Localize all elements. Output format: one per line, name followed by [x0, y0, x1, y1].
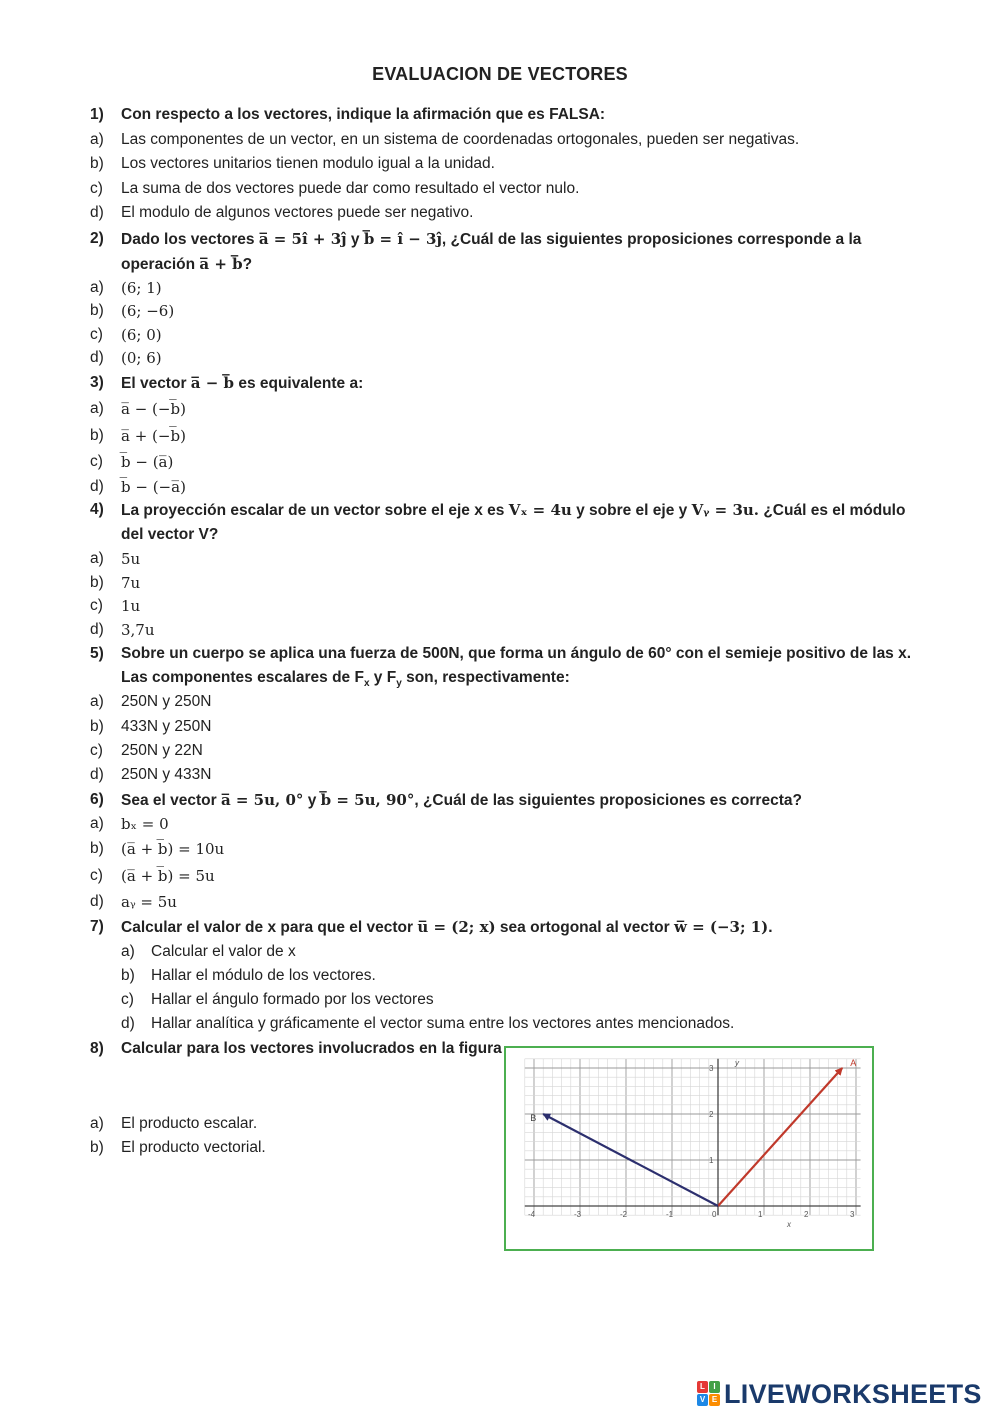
question-number: 8)	[90, 1040, 104, 1057]
option-text: 7u	[121, 574, 141, 592]
option-label: a)	[90, 131, 104, 148]
vector-figure	[504, 1046, 874, 1251]
text-segment: Dado los vectores	[121, 231, 259, 248]
text-segment: operación	[121, 256, 200, 273]
option-label: a)	[90, 815, 104, 832]
option-label: d)	[90, 893, 104, 910]
option-label: b)	[90, 840, 104, 857]
option-text: 433N y 250N	[121, 718, 212, 735]
question-7	[0, 916, 1000, 938]
option-4d[interactable]	[0, 619, 1000, 641]
subscript-y: y	[396, 678, 402, 690]
text-segment: Las componentes escalares de F	[121, 669, 364, 686]
logo-letter: L	[697, 1381, 708, 1393]
y-tick-label: 2	[709, 1110, 714, 1119]
option-3b[interactable]	[0, 425, 1000, 447]
option-label: a)	[90, 279, 104, 296]
option-label: d)	[90, 349, 104, 366]
x-tick-label: -2	[620, 1210, 628, 1219]
option-text: El modulo de algunos vectores puede ser negativo.	[121, 204, 474, 221]
math-vx: Vₓ = 4u	[508, 501, 572, 519]
option-4a[interactable]	[0, 548, 1000, 570]
option-text: 250N y 250N	[121, 693, 212, 710]
option-text: (a̅ + b̅) = 10u	[121, 840, 225, 858]
option-text: Las componentes de un vector, en un sistema de coordenadas ortogonales, pueden ser negativas.	[121, 131, 800, 148]
subscript-x: x	[363, 678, 370, 690]
y-tick-label: 1	[709, 1156, 714, 1165]
option-5d[interactable]	[0, 764, 1000, 786]
math-expression: a̅ + b̅	[199, 255, 243, 273]
option-label: d)	[90, 766, 104, 783]
page-title: EVALUACION DE VECTORES	[372, 64, 628, 84]
question-number: 7)	[90, 918, 104, 935]
option-label: b)	[90, 427, 104, 444]
question-number: 4)	[90, 501, 104, 518]
question-3	[0, 372, 1000, 394]
option-label: c)	[90, 326, 103, 343]
question-4	[0, 499, 1000, 521]
text-segment: y	[346, 231, 364, 248]
text-segment: sea ortogonal al vector	[495, 919, 674, 936]
option-3c[interactable]	[0, 451, 1000, 473]
text-segment: y F	[369, 669, 397, 686]
logo-letter: I	[709, 1381, 720, 1393]
option-label: b)	[90, 718, 104, 735]
question-5-line-2	[0, 667, 1000, 689]
question-text	[121, 916, 773, 939]
option-1c[interactable]	[0, 178, 1000, 200]
question-text	[121, 372, 363, 395]
option-text: Calcular el valor de x	[151, 943, 296, 960]
question-text	[121, 789, 802, 812]
option-text: (0; 6)	[121, 349, 162, 367]
subitem-7c[interactable]	[0, 989, 1000, 1011]
logo-letter: E	[709, 1394, 720, 1406]
y-axis-label: y	[735, 1058, 739, 1068]
text-segment: son, respectivamente:	[401, 669, 570, 686]
option-label: a)	[90, 693, 104, 710]
text-segment: ?	[242, 256, 253, 273]
option-text: Hallar el módulo de los vectores.	[151, 967, 376, 984]
option-1a[interactable]	[0, 129, 1000, 151]
x-tick-label: 0	[712, 1210, 717, 1219]
option-text: a̅ + (−b̅)	[121, 427, 186, 445]
option-5b[interactable]	[0, 716, 1000, 738]
option-1b[interactable]	[0, 153, 1000, 175]
option-label: b)	[90, 302, 104, 319]
question-2-line-2	[0, 253, 1000, 275]
vector-a-label: A	[850, 1058, 857, 1068]
option-text: aᵧ = 5u	[121, 893, 177, 911]
option-label: b)	[90, 1139, 104, 1156]
option-2d[interactable]	[0, 347, 1000, 369]
option-text: La suma de dos vectores puede dar como resultado el vector nulo.	[121, 180, 580, 197]
option-label: d)	[90, 621, 104, 638]
subitem-7b[interactable]	[0, 965, 1000, 987]
subitem-7a[interactable]	[0, 941, 1000, 963]
option-label: c)	[90, 180, 103, 197]
option-text: (a̅ + b̅) = 5u	[121, 867, 215, 885]
option-2a[interactable]	[0, 277, 1000, 299]
option-label: b)	[90, 155, 104, 172]
option-label: c)	[90, 742, 103, 759]
option-label: c)	[121, 991, 134, 1008]
option-5c[interactable]	[0, 740, 1000, 762]
question-text: del vector V?	[121, 526, 219, 543]
option-text: 3,7u	[121, 621, 155, 639]
math-vy: Vᵧ = 3u.	[691, 501, 760, 519]
text-segment: y sobre el eje y	[571, 502, 692, 519]
option-text: bₓ = 0	[121, 815, 169, 833]
math-vector-b: b̅ = 5u, 90°	[320, 791, 415, 809]
option-3a[interactable]	[0, 398, 1000, 420]
option-6c[interactable]	[0, 865, 1000, 887]
question-4-line-2	[0, 524, 1000, 546]
option-4b[interactable]	[0, 572, 1000, 594]
option-label: a)	[90, 400, 104, 417]
question-number: 3)	[90, 374, 104, 391]
option-label: a)	[90, 550, 104, 567]
option-6b[interactable]	[0, 838, 1000, 860]
question-2	[0, 228, 1000, 250]
option-2b[interactable]	[0, 300, 1000, 322]
question-text: Con respecto a los vectores, indique la afirmación que es FALSA:	[121, 106, 606, 123]
option-text: El producto escalar.	[121, 1115, 258, 1132]
option-label: b)	[121, 967, 135, 984]
text-segment: Sea el vector	[121, 792, 221, 809]
question-number: 6)	[90, 791, 104, 808]
option-text: b̅ − (a̅)	[121, 453, 174, 471]
option-label: b)	[90, 574, 104, 591]
y-tick-label: 3	[709, 1064, 714, 1073]
option-text: Los vectores unitarios tienen modulo igual a la unidad.	[121, 155, 495, 172]
option-3d[interactable]	[0, 476, 1000, 498]
x-tick-label: 2	[804, 1210, 809, 1219]
x-tick-label: -4	[528, 1210, 536, 1219]
option-label: d)	[121, 1015, 135, 1032]
question-text	[121, 253, 252, 276]
x-tick-label: -3	[574, 1210, 582, 1219]
text-segment: La proyección escalar de un vector sobre el eje x es	[121, 502, 509, 519]
vector-graph	[506, 1048, 872, 1249]
question-number: 1)	[90, 106, 104, 123]
option-label: c)	[90, 867, 103, 884]
option-1d[interactable]	[0, 202, 1000, 224]
option-text: 5u	[121, 550, 141, 568]
question-number: 5)	[90, 645, 104, 662]
question-1	[0, 104, 1000, 126]
math-expression: a̅ − b̅	[190, 374, 235, 392]
option-6d[interactable]	[0, 891, 1000, 913]
option-text: El producto vectorial.	[121, 1139, 266, 1156]
option-text: 250N y 433N	[121, 766, 212, 783]
question-text: Calcular para los vectores involucrados en la figura	[121, 1040, 502, 1057]
option-5a[interactable]	[0, 691, 1000, 713]
option-text: (6; 0)	[121, 326, 162, 344]
liveworksheets-brand[interactable]	[697, 1379, 982, 1409]
option-text: a̅ − (−b̅)	[121, 400, 186, 418]
option-text: Hallar el ángulo formado por los vectores	[151, 991, 434, 1008]
option-label: d)	[90, 478, 104, 495]
option-2c[interactable]	[0, 324, 1000, 346]
x-tick-label: 3	[850, 1210, 855, 1219]
question-number: 2)	[90, 230, 104, 247]
option-text: b̅ − (−a̅)	[121, 478, 186, 496]
text-segment: , ¿Cuál de las siguientes proposiciones corresponde a la	[441, 231, 862, 248]
subitem-7d[interactable]	[0, 1013, 1000, 1035]
x-tick-label: 1	[758, 1210, 763, 1219]
option-label: a)	[121, 943, 135, 960]
vector-b-label: B	[530, 1113, 537, 1123]
math-vector-b: b̅ = î − 3ĵ	[363, 230, 442, 248]
question-text	[121, 228, 861, 251]
text-segment: Calcular el valor de x para que el vector	[121, 919, 418, 936]
math-vector-a: a̅ = 5î + 3ĵ	[258, 230, 347, 248]
question-5	[0, 643, 1000, 665]
x-tick-label: -1	[666, 1210, 674, 1219]
option-text: 1u	[121, 597, 141, 615]
x-axis-label: x	[787, 1220, 791, 1229]
text-segment: El vector	[121, 375, 191, 392]
option-text: (6; −6)	[121, 302, 175, 320]
option-label: c)	[90, 597, 103, 614]
text-segment: y	[303, 792, 321, 809]
brand-name: LIVEWORKSHEETS	[724, 1378, 982, 1409]
liveworksheets-logo-icon	[697, 1381, 721, 1407]
logo-letter: V	[697, 1394, 708, 1406]
option-text: (6; 1)	[121, 279, 162, 297]
option-text: 250N y 22N	[121, 742, 203, 759]
option-4c[interactable]	[0, 595, 1000, 617]
math-vector-w: w̅ = (−3; 1)	[673, 918, 769, 936]
question-text: Sobre un cuerpo se aplica una fuerza de 500N, que forma un ángulo de 60° con el semieje positivo de las x.	[121, 645, 912, 662]
math-vector-u: u̅ = (2; x)	[417, 918, 496, 936]
text-segment: es equivalente a:	[234, 375, 364, 392]
option-text: Hallar analítica y gráficamente el vector suma entre los vectores antes mencionados.	[151, 1015, 735, 1032]
text-segment: .	[768, 919, 773, 936]
option-6a[interactable]	[0, 813, 1000, 835]
math-vector-a: a̅ = 5u, 0°	[220, 791, 304, 809]
option-label: a)	[90, 1115, 104, 1132]
text-segment: ¿Cuál es el módulo	[759, 502, 906, 519]
option-label: c)	[90, 453, 103, 470]
question-6	[0, 789, 1000, 811]
option-label: d)	[90, 204, 104, 221]
text-segment: , ¿Cuál de las siguientes proposiciones es correcta?	[414, 792, 802, 809]
question-text	[121, 499, 905, 522]
